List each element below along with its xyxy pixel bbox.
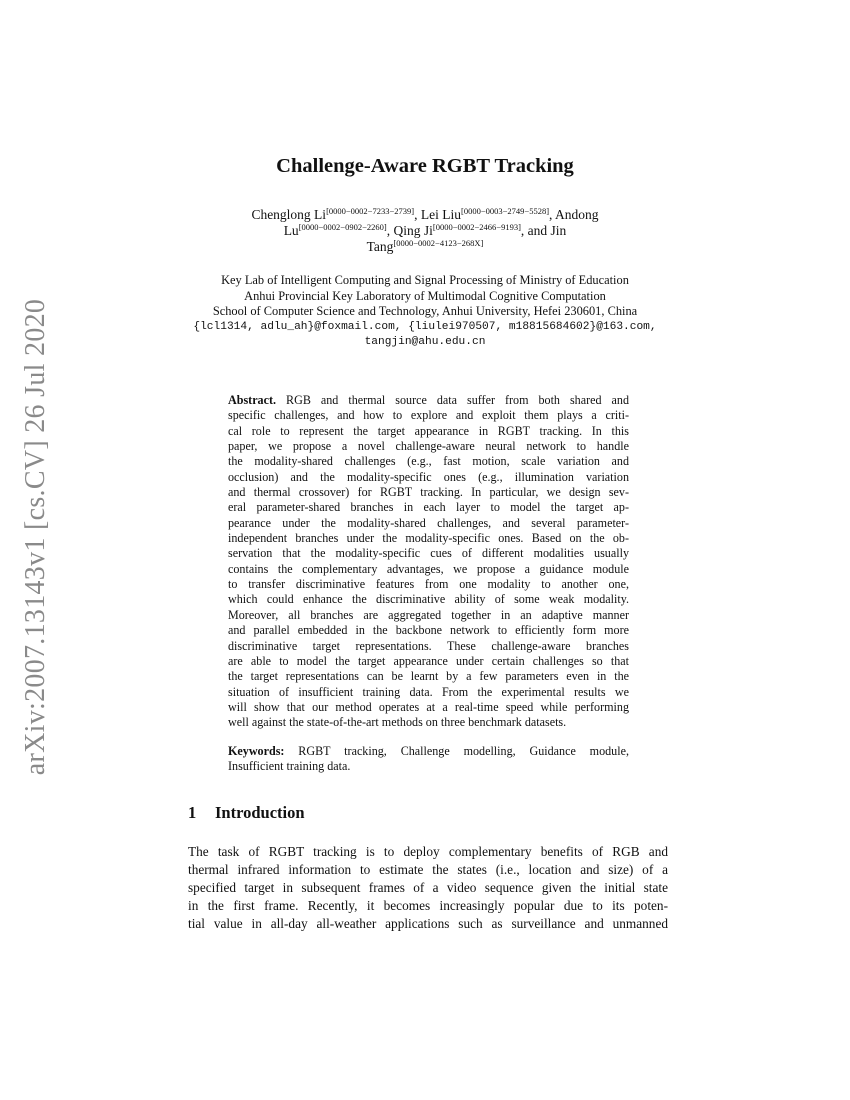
abstract-line: which could enhance the discriminative ability of some weak modality. bbox=[228, 592, 629, 607]
author-name: Lei Liu bbox=[420, 207, 461, 222]
author-line bbox=[180, 223, 670, 239]
affiliation-line: School of Computer Science and Technology, Anhui University, Hefei 230601, China bbox=[212, 304, 638, 318]
abstract-line-text: RGB and thermal source data suffer from both shared and bbox=[286, 393, 629, 407]
abstract-line: cal role to represent the target appearance in RGBT tracking. In this bbox=[228, 423, 629, 438]
author-separator: , and Jin bbox=[520, 223, 567, 238]
abstract-line: eral parameter-shared branches in each layer to model the target ap- bbox=[228, 500, 629, 515]
author-separator: , bbox=[414, 207, 421, 222]
abstract-line: situation of insufficient training data. From the experimental results we bbox=[228, 684, 629, 699]
author-orcid: [0000−0002−2466−9193] bbox=[432, 222, 521, 232]
abstract-line: to transfer discriminative features from one modality to another one, bbox=[228, 577, 629, 592]
author-line bbox=[180, 239, 670, 255]
intro-line: specified target in subsequent frames of a video sequence given the initial state bbox=[188, 879, 668, 895]
abstract-line: contains the complementary advantages, we propose a guidance module bbox=[228, 561, 629, 576]
abstract-line bbox=[228, 393, 629, 408]
author-separator: , Andong bbox=[549, 207, 599, 222]
section-title: Introduction bbox=[215, 803, 305, 822]
author-name: Tang bbox=[366, 239, 394, 254]
intro-line: The task of RGBT tracking is to deploy complementary benefits of RGB and bbox=[188, 844, 668, 859]
email-line: tangjin@ahu.edu.cn bbox=[364, 336, 486, 348]
abstract-line: independent branches under the modality-specific ones. Based on the ob- bbox=[228, 531, 629, 546]
affiliation-line: Key Lab of Intelligent Computing and Signal Processing of Ministry of Education bbox=[221, 273, 629, 287]
keywords-line bbox=[228, 744, 629, 759]
intro-paragraph bbox=[188, 843, 668, 933]
intro-line: in the first frame. Recently, it becomes increasingly popular due to its poten- bbox=[188, 897, 668, 913]
section-number: 1 bbox=[188, 803, 197, 822]
author-orcid: [0000−0003−2749−5528] bbox=[460, 206, 550, 216]
abstract bbox=[228, 393, 629, 731]
keywords bbox=[228, 744, 629, 775]
author-separator: , bbox=[386, 223, 394, 238]
author-orcid: [0000−0002−0902−2260] bbox=[298, 222, 387, 232]
abstract-line: the modality-shared challenges (e.g., fast motion, scale variation and bbox=[228, 454, 629, 469]
abstract-label: Abstract. bbox=[228, 393, 277, 407]
keywords-label: Keywords: bbox=[228, 744, 285, 758]
section-heading bbox=[188, 803, 305, 823]
abstract-line: paper, we propose a novel challenge-aware neural network to handle bbox=[228, 439, 629, 454]
author-list bbox=[180, 207, 670, 255]
abstract-line: pearance under the modality-shared challenges, and several parameter- bbox=[228, 515, 629, 530]
author-name: Lu bbox=[283, 223, 299, 238]
abstract-line: Moreover, all branches are aggregated together in an adaptive manner bbox=[228, 607, 629, 622]
affiliations bbox=[150, 273, 700, 351]
intro-line: tial value in all-day all-weather applications such as surveillance and unmanned bbox=[188, 915, 668, 931]
abstract-line: will show that our method operates at a real-time speed while performing bbox=[228, 699, 629, 714]
author-name: Qing Ji bbox=[393, 223, 433, 238]
author-orcid: [0000−0002−4123−268X] bbox=[393, 238, 484, 248]
abstract-line: the target representations can be learnt by a few parameters even in the bbox=[228, 669, 629, 684]
author-orcid: [0000−0002−7233−2739] bbox=[326, 206, 415, 216]
intro-line: thermal infrared information to estimate the states (i.e., location and size) of a bbox=[188, 861, 668, 877]
abstract-line: specific challenges, and how to explore and exploit them plays a criti- bbox=[228, 408, 629, 423]
keywords-line: Insufficient training data. bbox=[228, 759, 351, 774]
abstract-line: servation that the modality-specific cues of different modalities usually bbox=[228, 546, 629, 561]
abstract-line: discriminative target representations. These challenge-aware branches bbox=[228, 638, 629, 653]
email-line: {lcl1314, adlu_ah}@foxmail.com, {liulei970507, m18815684602}@163.com, bbox=[193, 320, 657, 333]
author-name: Chenglong Li bbox=[251, 207, 327, 222]
keywords-line-text: RGBT tracking, Challenge modelling, Guidance module, bbox=[298, 744, 629, 758]
abstract-line: are able to model the target appearance under certain challenges so that bbox=[228, 653, 629, 668]
abstract-line: well against the state-of-the-art methods on three benchmark datasets. bbox=[228, 715, 567, 730]
affiliation-line: Anhui Provincial Key Laboratory of Multimodal Cognitive Computation bbox=[244, 288, 606, 303]
paper-title: Challenge-Aware RGBT Tracking bbox=[276, 155, 574, 177]
abstract-line: and thermal crossover) for RGBT tracking. In particular, we design sev- bbox=[228, 485, 629, 500]
abstract-line: occlusion) and the modality-specific ones (e.g., illumination variation bbox=[228, 469, 629, 484]
arxiv-stamp: arXiv:2007.13143v1 [cs.CV] 26 Jul 2020 bbox=[20, 298, 51, 776]
abstract-line: and parallel embedded in the backbone network to efficiently form more bbox=[228, 623, 629, 638]
author-line bbox=[180, 207, 670, 223]
